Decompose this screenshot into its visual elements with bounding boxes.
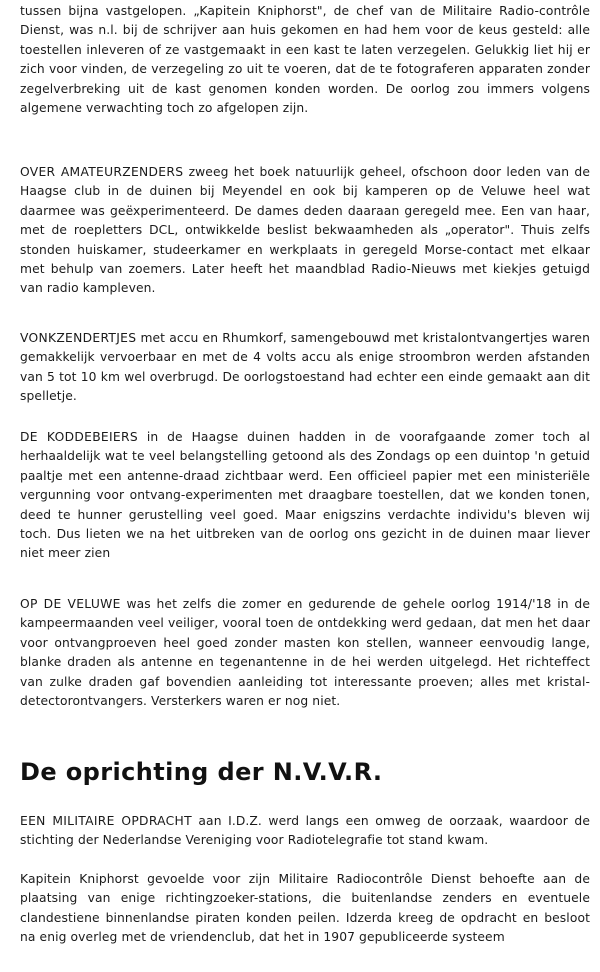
paragraph-militaire-opdracht — [20, 812, 590, 851]
paragraph-text: tussen bijna vastgelopen. „Kapitein Kniphorst", de chef van de Militaire Radio-contrôle Dienst, was n.l. bij de schrijver aan huis gekomen en had hem voor de keus gesteld: alle toestellen inleveren of ze vastgemaakt in een kast te laten verzegelen. Gelukkig liet hij er zich voor vinden, de verzegeling zo uit te voeren, dat de te fotograferen apparaten zonder zegelverbreking uit de kast genomen konden worden. De oorlog zou immers volgens algemene verwachting toch zo afgelopen zijn. — [20, 4, 590, 116]
paragraph-lead: OP DE VELUWE — [20, 597, 121, 611]
paragraph-lead: OVER AMATEURZENDERS — [20, 165, 184, 179]
section-heading: De oprichting der N.V.V.R. — [20, 758, 383, 786]
paragraph-intro — [20, 2, 590, 118]
paragraph-lead: EEN MILITAIRE OPDRACHT — [20, 814, 192, 828]
paragraph-lead: VONKZENDERTJES — [20, 331, 137, 345]
paragraph-vonkzendertjes — [20, 329, 590, 407]
paragraph-text: met accu en Rhumkorf, samengebouwd met kristalontvangertjes waren gemakkelijk vervoerbaar en met de 4 volts accu als enige stroombron werden afstanden van 5 tot 10 km wel overbrugd. De oorlogstoestand had echter een einde gemaakt aan dit spelletje. — [20, 331, 590, 404]
paragraph-koddebeiers — [20, 428, 590, 564]
paragraph-text: zweeg het boek natuurlijk geheel, ofschoon door leden van de Haagse club in de duinen bij Meyendel en ook bij kamperen op de Veluwe heel wat daarmee was geëxperimenteerd. De dames deden daaraan geregeld mee. Een van haar, met de roepletters DCL, ontwikkelde beslist bekwaamheden als „operator". Thuis zelfs stonden huiskamer, studeerkamer en werkplaats in geregeld Morse-contact met elkaar met behulp van zoemers. Later heeft het maandblad Radio-Nieuws met kiekjes getuigd van radio kampleven. — [20, 165, 590, 296]
paragraph-text: in de Haagse duinen hadden in de voorafgaande zomer toch al herhaaldelijk wat te veel belangstelling getoond als des Zondags op een duintop 'n getuid paaltje met een antenne-draad zichtbaar werd. Een officieel papier met een ministeriële vergunning voor ontvang-experimenten met draagbare toestellen, dat we konden tonen, deed te hunner gerustelling veel goed. Maar enigszins verdachte individu's bleven wij toch. Dus lieten we na het uitbreken van de oorlog ons gezicht in de duinen maar liever niet meer zien — [20, 430, 591, 561]
paragraph-kniphorst — [20, 870, 590, 948]
paragraph-amateurzenders — [20, 163, 590, 299]
paragraph-lead: DE KODDEBEIERS — [20, 430, 138, 444]
paragraph-text: Kapitein Kniphorst gevoelde voor zijn Militaire Radiocontrôle Dienst behoefte aan de plaatsing van enige richtingzoeker-stations, die buitenlandse zenders en eventuele clandestiene binnenlandse piraten konden peilen. Idzerda kreeg de opdracht en besloot na enig overleg met de vriendenclub, dat het in 1907 gepubliceerde systeem — [20, 872, 590, 945]
paragraph-veluwe — [20, 595, 590, 711]
paragraph-text: aan I.D.Z. werd langs een omweg de oorzaak, waardoor de stichting der Nederlandse Vereniging voor Radiotelegrafie tot stand kwam. — [20, 814, 590, 848]
paragraph-text: was het zelfs die zomer en gedurende de gehele oorlog 1914/'18 in de kampeermaanden veel veiliger, vooral toen de ontdekking werd gedaan, dat men het daar voor ontvangproeven heel goed zonder masten kon stellen, wanneer eenvoudig lange, blanke draden als antenne en tegenantenne in de hei werden uitgelegd. Het richteffect van zulke draden gaf bovendien aanleiding tot interessante proeven; alles met kristal-detectorontvangers. Versterkers waren er nog niet. — [20, 597, 590, 709]
